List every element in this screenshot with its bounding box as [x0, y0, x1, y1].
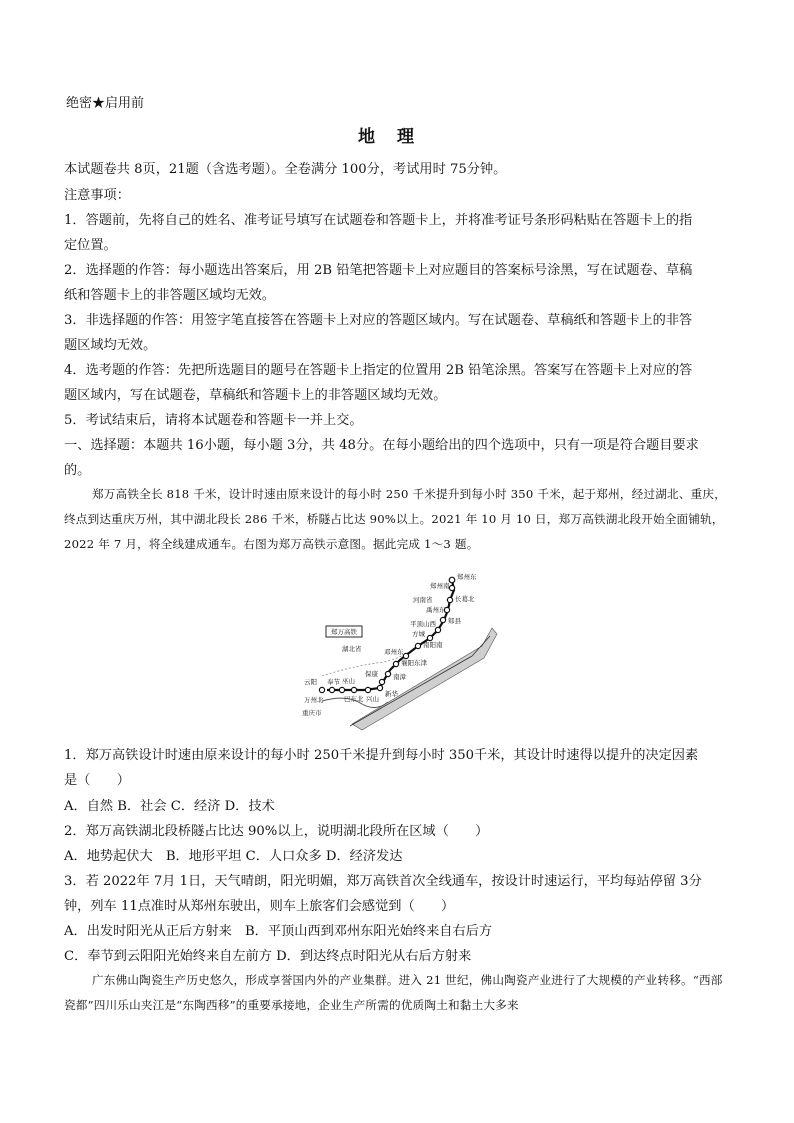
- label-yunyang: 云阳: [304, 678, 317, 686]
- label-nanyang-south: 南阳南: [423, 641, 443, 649]
- station-changge-north: [447, 597, 452, 602]
- notes-title: 注意事项：: [64, 188, 130, 203]
- label-xingshan: 兴山: [366, 695, 379, 703]
- label-yuzhou-east: 禹州东: [426, 606, 446, 614]
- label-baokang: 保康: [365, 670, 378, 678]
- station-zhengzhou-south: [449, 585, 454, 590]
- label-henan: 河南省: [413, 596, 433, 604]
- section-1-heading-line2: 的。: [64, 463, 91, 478]
- station-xingshan: [365, 687, 370, 692]
- label-nanzhang: 南漳: [393, 673, 406, 681]
- label-xiangyang-dongjin: 襄阳东津: [401, 659, 427, 667]
- section-1-heading-line1: 一、选择题：本题共 16小题，每小题 3分，共 48分。在每小题给出的四个选项中，只有一项是符合题目要求: [64, 438, 699, 453]
- station-jiaxian: [440, 617, 445, 622]
- station-yunyang: [319, 687, 324, 692]
- label-chongqing: 重庆市: [302, 709, 322, 717]
- station-baokang: [379, 679, 384, 684]
- station-wushan: [339, 687, 344, 692]
- label-zhengzhou-east: 郑州东: [457, 573, 477, 581]
- station-badong-north: [351, 687, 356, 692]
- station-nanyang-south: [415, 643, 420, 648]
- question-1-options: A．自然 B．社会 C．经济 D．技术: [64, 799, 275, 814]
- secret-mark: 绝密★启用前: [66, 96, 145, 111]
- station-dengzhou-east: [403, 653, 408, 658]
- question-1-stem-line2: 是（ ）: [64, 773, 130, 788]
- label-badong-north: 巴东北: [344, 695, 364, 703]
- question-1-stem-line1: 1．郑万高铁设计时速由原来设计的每小时 250千米提升到每小时 350千米，其设计时速得以提升的决定因素: [64, 748, 699, 763]
- question-2-options: A．地势起伏大 B．地形平坦 C．人口众多 D．经济发达: [64, 849, 403, 864]
- station-xiangyang-dongjin: [393, 661, 398, 666]
- label-xinhua: 新华: [385, 690, 398, 698]
- map-legend: 郑万高铁: [331, 628, 357, 636]
- label-hubei: 湖北省: [342, 645, 362, 653]
- label-wanzhou-north: 万州北: [304, 696, 324, 704]
- page-title: 地理: [358, 127, 436, 147]
- note-4-line2: 题区域内，写在试题卷，草稿纸和答题卡上的非答题区域均无效。: [64, 388, 447, 403]
- station-nanzhang: [385, 671, 390, 676]
- label-fangcheng: 方城: [412, 630, 425, 638]
- label-zhengzhou-south: 郑州南: [430, 582, 450, 590]
- label-wushan: 巫山: [342, 677, 355, 685]
- note-2-line1: 2．选择题的作答：每小题选出答案后，用 2B 铅笔把答题卡上对应题目的答案标号涂黑，写在试题卷、草稿: [64, 263, 693, 278]
- station-fangcheng: [427, 635, 432, 640]
- passage-1: 郑万高铁全长 818 千米，设计时速由原来设计的每小时 250 千米提升到每小时 350 千米，起于郑州，经过湖北、重庆，终点到达重庆万州，其中湖北段长 286 千米，桥隧占比达 90%以上。2021 年 10 月 10 日，郑万高铁湖北段开始全面铺轨，2022 年 7 月，将全线建成通车。右图为郑万高铁示意图。据此完成 1～3 题。: [64, 487, 727, 551]
- note-2-line2: 纸和答题卡上的非答题区域均无效。: [64, 288, 275, 303]
- label-dengzhou-east: 邓州东: [384, 648, 404, 656]
- label-pingdingshan-west: 平顶山西: [410, 620, 436, 628]
- question-3-stem-line1: 3．若 2022年 7月 1日，天气晴朗，阳光明媚，郑万高铁首次全线通车，按设计时速运行，平均每站停留 3分: [64, 874, 702, 889]
- note-1-line2: 定位置。: [64, 238, 117, 253]
- station-xinhua: [377, 685, 382, 690]
- question-3-options-line1: A．出发时阳光从正后方射来 B．平顶山西到邓州东阳光始终来自右后方: [64, 924, 493, 939]
- note-3-line2: 题区域均无效。: [64, 338, 157, 353]
- label-changge-north: 长葛北: [455, 595, 475, 603]
- note-5-line1: 5．考试结束后，请将本试题卷和答题卡一并上交。: [64, 413, 363, 428]
- note-4-line1: 4．选考题的作答：先把所选题目的题号在答题卡上指定的位置用 2B 铅笔涂黑。答案写在答题卡上对应的答: [64, 363, 693, 378]
- note-1-line1: 1．答题前，先将自己的姓名、准考证号填写在试题卷和答题卡上，并将准考证号条形码粘贴在答题卡上的指: [64, 213, 693, 228]
- note-3-line1: 3．非选择题的作答：用签字笔直接答在答题卡上对应的答题区域内。写在试题卷、草稿纸和答题卡上的非答: [64, 313, 693, 328]
- exam-info: 本试题卷共 8页，21题（含选考题）。全卷满分 100分，考试用时 75分钟。: [64, 162, 507, 177]
- station-pingdingshan-west: [435, 627, 440, 632]
- station-fengjie: [329, 687, 334, 692]
- question-3-stem-line2: 钟，列车 11点准时从郑州东驶出，则车上旅客们会感觉到（ ）: [64, 899, 455, 914]
- station-zhengzhou-east: [449, 577, 455, 583]
- zhengwan-railway-map: [292, 566, 502, 738]
- question-3-options-line2: C．奉节到云阳阳光始终来自左前方 D．到达终点时阳光从右后方射来: [64, 949, 472, 964]
- question-2-stem: 2．郑万高铁湖北段桥隧占比达 90%以上，说明湖北段所在区域（ ）: [64, 824, 489, 839]
- passage-2: 广东佛山陶瓷生产历史悠久，形成享誉国内外的产业集群。进入 21 世纪，佛山陶瓷产业进行了大规模的产业转移。“西部瓷都”四川乐山夹江是“东陶西移”的重要承接地，企业生产所需的优质陶土和黏土大多来: [64, 973, 723, 1012]
- label-fengjie: 奉节: [327, 678, 340, 686]
- label-jiaxian: 郏县: [448, 617, 461, 625]
